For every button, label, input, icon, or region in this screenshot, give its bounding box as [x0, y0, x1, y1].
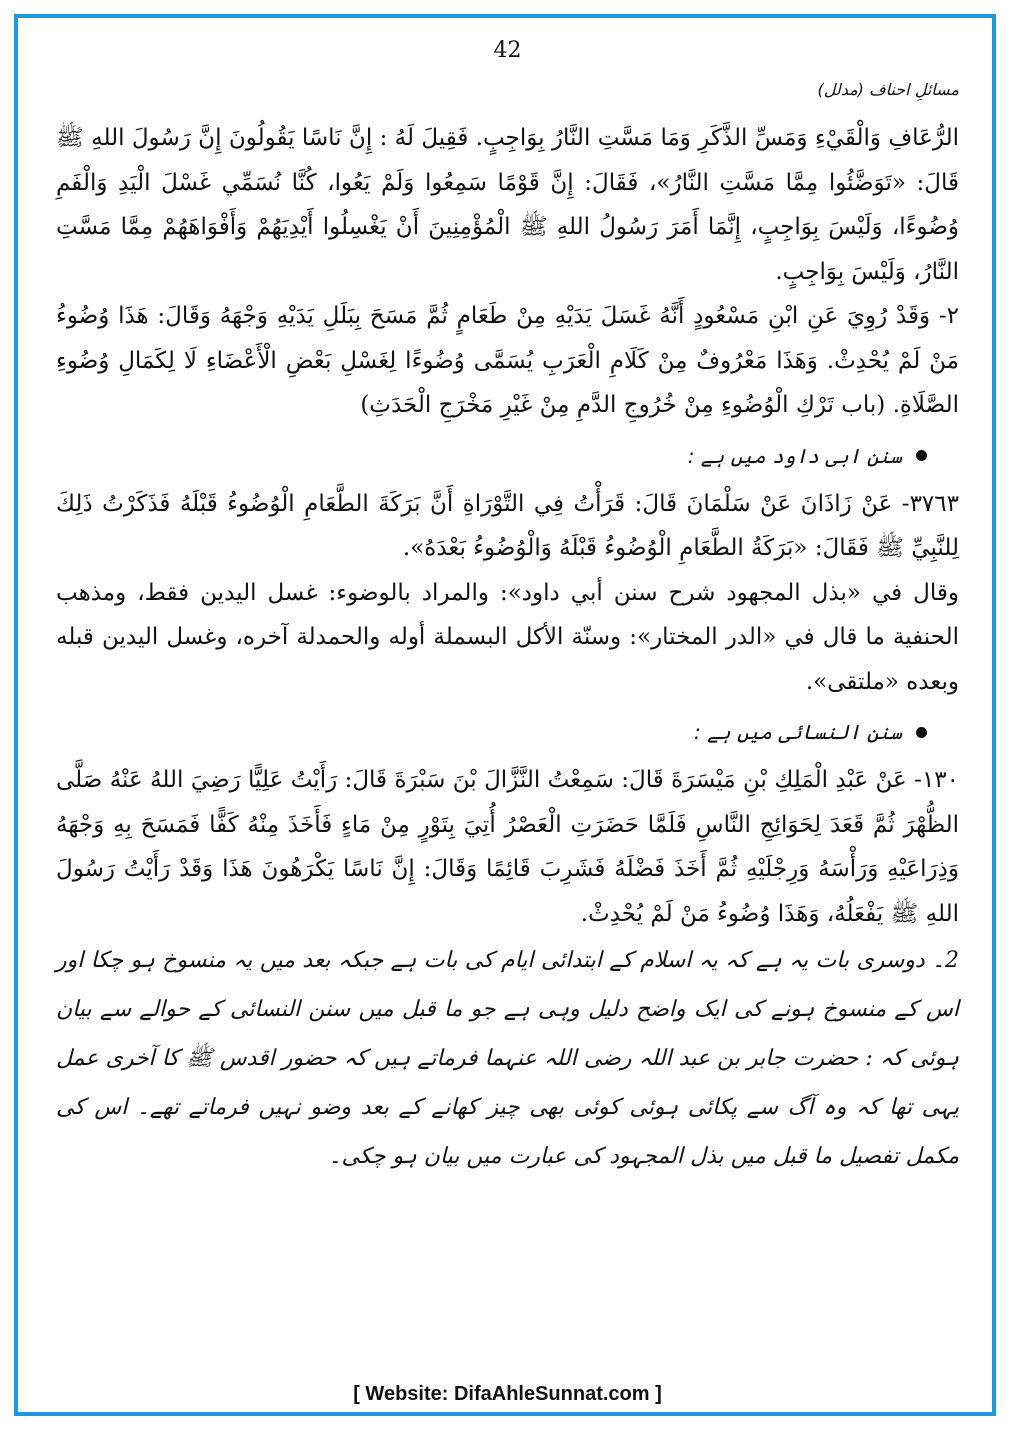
- page-content: [56, 116, 959, 1181]
- bullet-icon: [916, 727, 927, 738]
- section-heading-nasai: [56, 710, 927, 754]
- section-heading-abu-dawud: [56, 434, 927, 478]
- arabic-paragraph-2: ٢- وَقَدْ رُوِيَ عَنِ ابْنِ مَسْعُودٍ أَنَّهُ غَسَلَ يَدَيْهِ مِنْ طَعَامٍ ثُمَّ مَسَحَ بِبَلَلِ يَدَيْهِ وَجْهَهُ وَقَالَ: هَذَا وُضُوءُ مَنْ لَمْ يُحْدِثْ. وَهَذَا مَعْرُوفٌ مِنْ كَلَامِ الْعَرَبِ يُسَمَّى وُضُوءًا لِغَسْلِ بَعْضِ الْأَعْضَاءِ لَا لِكَمَالِ وُضُوءِ الصَّلَاةِ. (باب تَرْكِ الْوُضُوءِ مِنْ خُرُوجِ الدَّمِ مِنْ غَيْرِ مَخْرَجِ الْحَدَثِ): [56, 303, 959, 418]
- page-number: 42: [493, 38, 522, 63]
- hadith-3763: ٣٧٦٣- عَنْ زَاذَانَ عَنْ سَلْمَانَ قَالَ: قَرَأْتُ فِي التَّوْرَاةِ أَنَّ بَرَكَةَ الطَّعَامِ الْوُضُوءُ قَبْلَهُ فَذَكَرْتُ ذَلِكَ لِلنَّبِيِّ ﷺ فَقَالَ: «بَرَكَةُ الطَّعَامِ الْوُضُوءُ قَبْلَهُ وَالْوُضُوءُ بَعْدَهُ».: [56, 490, 959, 561]
- heading-text: سنن ابی داود میں ہے :: [687, 443, 902, 468]
- running-head: مسائلِ احناف (مدلل): [817, 80, 959, 99]
- hadith-130: ١٣٠- عَنْ عَبْدِ الْمَلِكِ بْنِ مَيْسَرَةَ قَالَ: سَمِعْتُ النَّزَّالَ بْنَ سَبْرَةَ قَالَ: رَأَيْتُ عَلِيًّا رَضِيَ اللهُ عَنْهُ صَلَّى الظُّهْرَ ثُمَّ قَعَدَ لِحَوَائِجِ النَّاسِ فَلَمَّا حَضَرَتِ الْعَصْرُ أُتِيَ بِتَوْرٍ مِنْ مَاءٍ فَأَخَذَ مِنْهُ كَفًّا فَمَسَحَ بِهِ وَجْهَهُ وَذِرَاعَيْهِ وَرَأْسَهُ وَرِجْلَيْهِ ثُمَّ أَخَذَ فَضْلَهُ فَشَرِبَ قَائِمًا وَقَالَ: إِنَّ نَاسًا يَكْرَهُونَ هَذَا وَقَدْ رَأَيْتُ رَسُولَ اللهِ ﷺ يَفْعَلُهُ، وَهَذَا وُضُوءُ مَنْ لَمْ يُحْدِثْ.: [56, 767, 959, 927]
- commentary-paragraph: وقال في «بذل المجهود شرح سنن أبي داود»: والمراد بالوضوء: غسل اليدين فقط، ومذهب الحنفية ما قال في «الدر المختار»: وسنّة الأكل البسملة أوله والحمدلة آخره، وغسل اليدين قبله وبعده «ملتقى».: [56, 579, 959, 695]
- bullet-icon: [916, 450, 927, 461]
- urdu-paragraph: 2۔ دوسری بات یہ ہے کہ یہ اسلام کے ابتدائی ایام کی بات ہے جبکہ بعد میں یہ منسوخ ہو چکا اور اس کے منسوخ ہونے کی ایک واضح دلیل وہی ہے جو ما قبل میں سنن النسائی کے حوالے سے بیان ہوئی کہ : حضرت جابر بن عبد اللہ رضی اللہ عنہما فرماتے ہیں کہ حضور اقدس ﷺ کا آخری عمل یہی تھا کہ وہ آگ سے پکائی ہوئی کوئی بھی چیز کھانے کے بعد وضو نہیں فرماتے تھے۔ اس کی مکمل تفصیل ما قبل میں بذل المجہود کی عبارت میں بیان ہو چکی۔: [56, 948, 959, 1169]
- arabic-paragraph-1: الرُّعَافِ وَالْقَيْءِ وَمَسِّ الذَّكَرِ وَمَا مَسَّتِ النَّارُ بِوَاجِبٍ. فَقِيلَ لَهُ : إِنَّ نَاسًا يَقُولُونَ إِنَّ رَسُولَ اللهِ ﷺ قَالَ: «تَوَضَّئُوا مِمَّا مَسَّتِ النَّارُ»، فَقَالَ: إِنَّ قَوْمًا سَمِعُوا وَلَمْ يَعُوا، كُنَّا نُسَمِّي غَسْلَ الْيَدِ وَالْفَمِ وُضُوءًا، وَلَيْسَ بِوَاجِبٍ، إِنَّمَا أَمَرَ رَسُولُ اللهِ ﷺ الْمُؤْمِنِينَ أَنْ يَغْسِلُوا أَيْدِيَهُمْ وَأَفْوَاهَهُمْ مِمَّا مَسَّتِ النَّارُ، وَلَيْسَ بِوَاجِبٍ.: [56, 125, 959, 285]
- heading-text: سنن النسائی میں ہے :: [694, 720, 902, 744]
- website-footer: [ Website: DifaAhleSunnat.com ]: [353, 1383, 662, 1405]
